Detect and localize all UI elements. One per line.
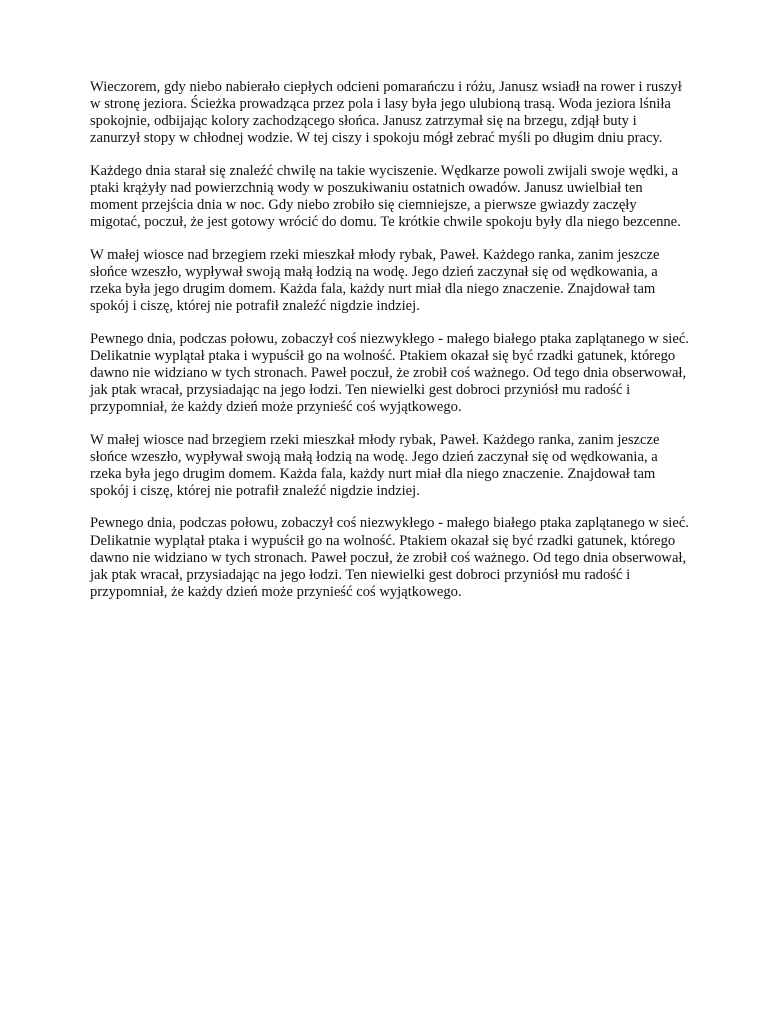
paragraph-1: Wieczorem, gdy niebo nabierało ciepłych odcieni pomarańczu i różu, Janusz wsiadł na rower i ruszył w stronę jeziora. Ścieżka prowadząca przez pola i lasy była jego ulubioną trasą. Woda jeziora lśniła spokojnie, odbijając kolory zachodzącego słońca. Janusz zatrzymał się na brzegu, zdjął buty i zanurzył stopy w chłodnej wodzie. W tej ciszy i spokoju mógł zebrać myśli po długim dniu pracy.: [90, 79, 682, 147]
paragraph-2: Każdego dnia starał się znaleźć chwilę na takie wyciszenie. Wędkarze powoli zwijali swoje wędki, a ptaki krążyły nad powierzchnią wody w poszukiwaniu ostatnich owadów. Janusz uwielbiał ten moment przejścia dnia w noc. Gdy niebo zrobiło się ciemniejsze, a pierwsze gwiazdy zaczęły migotać, poczuł, że jest gotowy wrócić do domu. Te krótkie chwile spokoju były dla niego bezcenne.: [90, 162, 681, 231]
paragraph-5: W małej wiosce nad brzegiem rzeki mieszkał młody rybak, Paweł. Każdego ranka, zanim jeszcze słońce wzeszło, wypływał swoją małą łodzią na wodę. Jego dzień zaczynał się od wędkowania, a rzeka była jego drugim domem. Każda fala, każdy nurt miał dla niego znaczenie. Znajdował tam spokój i ciszę, której nie potrafił znaleźć nigdzie indziej.: [90, 431, 660, 499]
paragraph-4: Pewnego dnia, podczas połowu, zobaczył coś niezwykłego - małego białego ptaka zaplątanego w sieć. Delikatnie wyplątał ptaka i wypuścił go na wolność. Ptakiem okazał się być rzadki gatunek, którego dawno nie widziano w tych stronach. Paweł poczuł, że zrobił coś ważnego. Od tego dnia obserwował, jak ptak wracał, przysiadając na jego łodzi. Ten niewielki gest dobroci przyniósł mu radość i przypomniał, że każdy dzień może przynieść coś wyjątkowego.: [90, 330, 689, 415]
paragraph-3: W małej wiosce nad brzegiem rzeki mieszkał młody rybak, Paweł. Każdego ranka, zanim jeszcze słońce wzeszło, wypływał swoją małą łodzią na wodę. Jego dzień zaczynał się od wędkowania, a rzeka była jego drugim domem. Każda fala, każdy nurt miał dla niego znaczenie. Znajdował tam spokój i ciszę, której nie potrafił znaleźć nigdzie indziej.: [90, 246, 660, 315]
document-body: [90, 79, 690, 616]
paragraph-6: Pewnego dnia, podczas połowu, zobaczył coś niezwykłego - małego białego ptaka zaplątanego w sieć. Delikatnie wyplątał ptaka i wypuścił go na wolność. Ptakiem okazał się być rzadki gatunek, którego dawno nie widziano w tych stronach. Paweł poczuł, że zrobił coś ważnego. Od tego dnia obserwował, jak ptak wracał, przysiadając na jego łodzi. Ten niewielki gest dobroci przyniósł mu radość i przypomniał, że każdy dzień może przynieść coś wyjątkowego.: [90, 515, 689, 600]
